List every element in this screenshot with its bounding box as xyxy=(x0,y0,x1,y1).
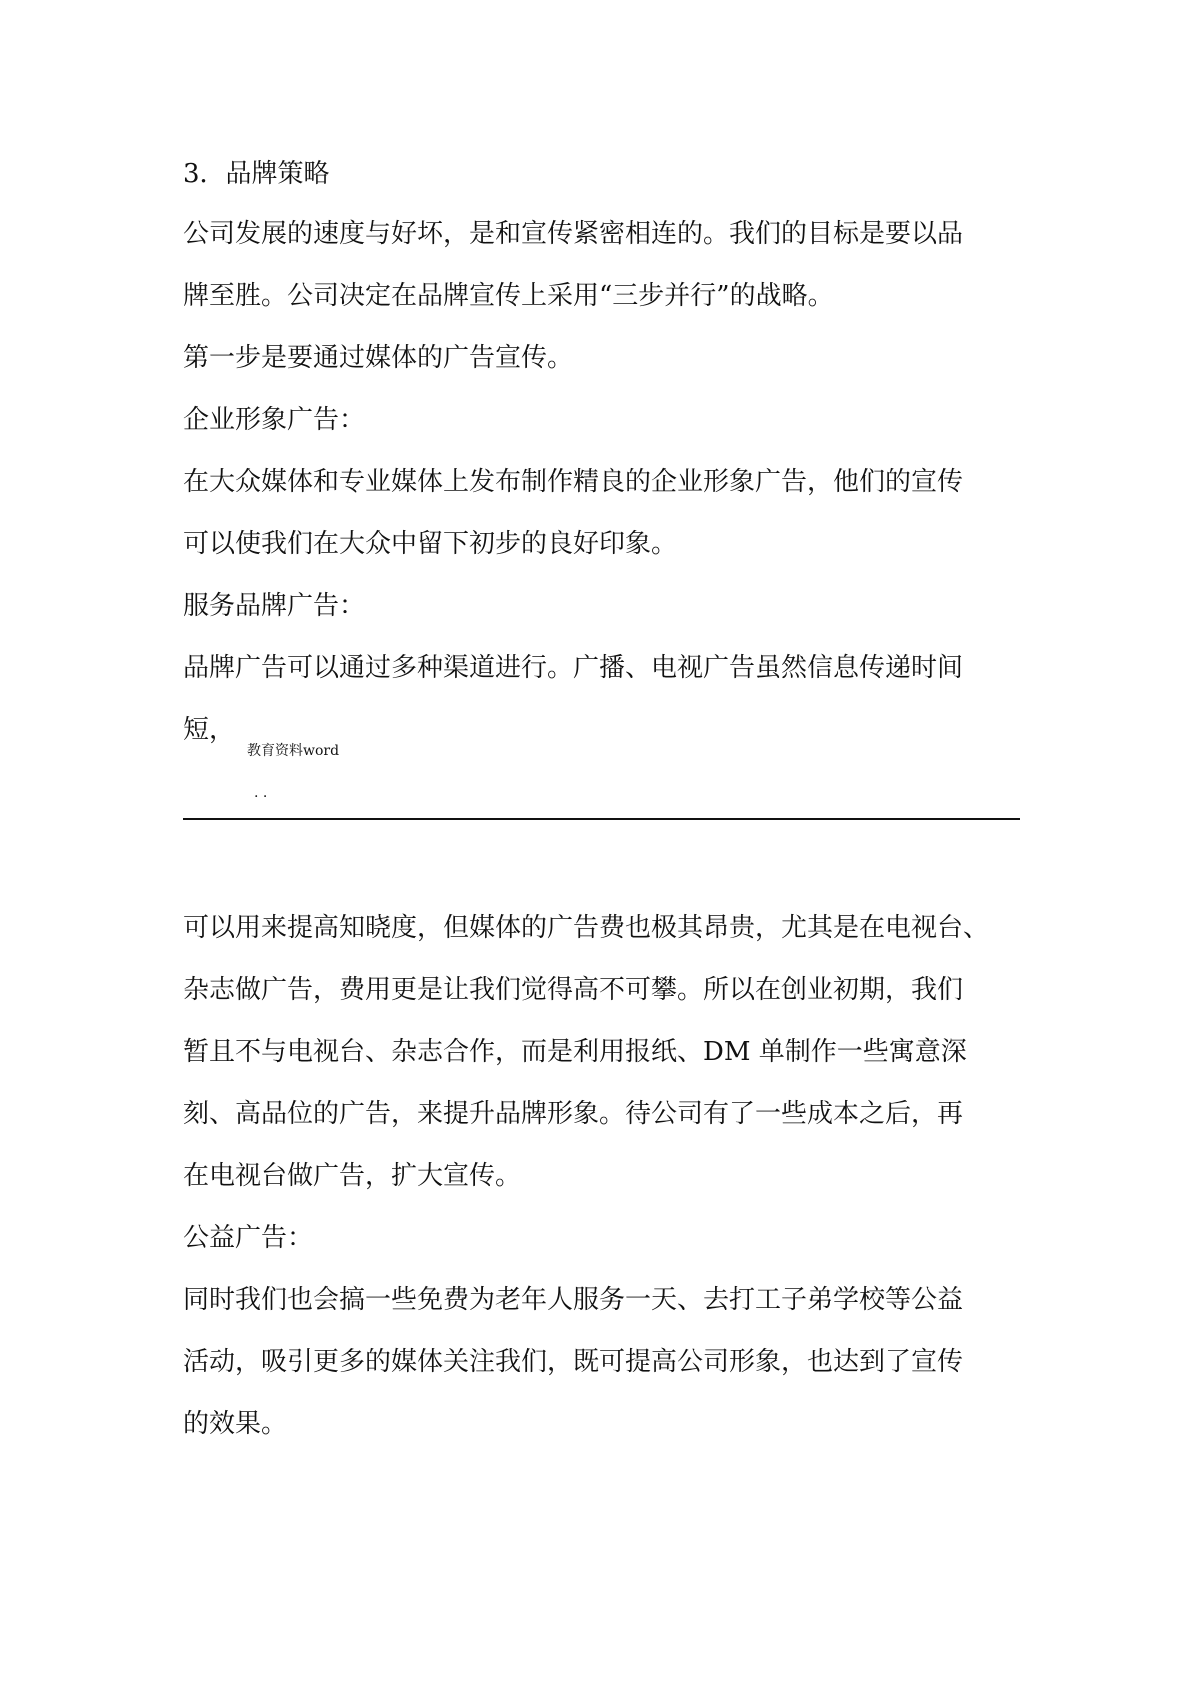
paragraph-line: 牌至胜。公司决定在品牌宣传上采用“三步并行”的战略。 xyxy=(183,281,834,311)
paragraph-line: 品牌广告可以通过多种渠道进行。广播、电视广告虽然信息传递时间 xyxy=(183,653,964,683)
subheading: 服务品牌广告： xyxy=(183,591,366,621)
paragraph-line: 可以使我们在大众中留下初步的良好印象。 xyxy=(183,529,678,559)
paragraph-line: 可以用来提高知晓度，但媒体的广告费也极其昂贵，尤其是在电视台、 xyxy=(183,913,990,943)
footer-dots: . . xyxy=(254,785,268,801)
paragraph-line: 在电视台做广告，扩大宣传。 xyxy=(183,1161,522,1191)
paragraph-line: 第一步是要通过媒体的广告宣传。 xyxy=(183,343,574,373)
footer-note: 教育资料word xyxy=(247,743,340,759)
subheading: 企业形象广告： xyxy=(183,405,366,435)
paragraph-line: 的效果。 xyxy=(183,1409,288,1439)
paragraph-line: 杂志做广告，费用更是让我们觉得高不可攀。所以在创业初期，我们 xyxy=(183,975,964,1005)
paragraph-line: 在大众媒体和专业媒体上发布制作精良的企业形象广告，他们的宣传 xyxy=(183,467,964,497)
subheading: 公益广告： xyxy=(183,1223,314,1253)
paragraph-line: 活动，吸引更多的媒体关注我们，既可提高公司形象，也达到了宣传 xyxy=(183,1347,964,1377)
paragraph-line: 公司发展的速度与好坏，是和宣传紧密相连的。我们的目标是要以品 xyxy=(183,219,964,249)
paragraph-line: 同时我们也会搞一些免费为老年人服务一天、去打工子弟学校等公益 xyxy=(183,1285,964,1315)
paragraph-line: 刻、高品位的广告，来提升品牌形象。待公司有了一些成本之后，再 xyxy=(183,1099,964,1129)
paragraph-line: 短， xyxy=(183,715,236,745)
page-divider xyxy=(183,818,1020,820)
section-heading: 3．品牌策略 xyxy=(183,159,330,189)
paragraph-line: 暂且不与电视台、杂志合作，而是利用报纸、DM 单制作一些寓意深 xyxy=(183,1037,967,1067)
